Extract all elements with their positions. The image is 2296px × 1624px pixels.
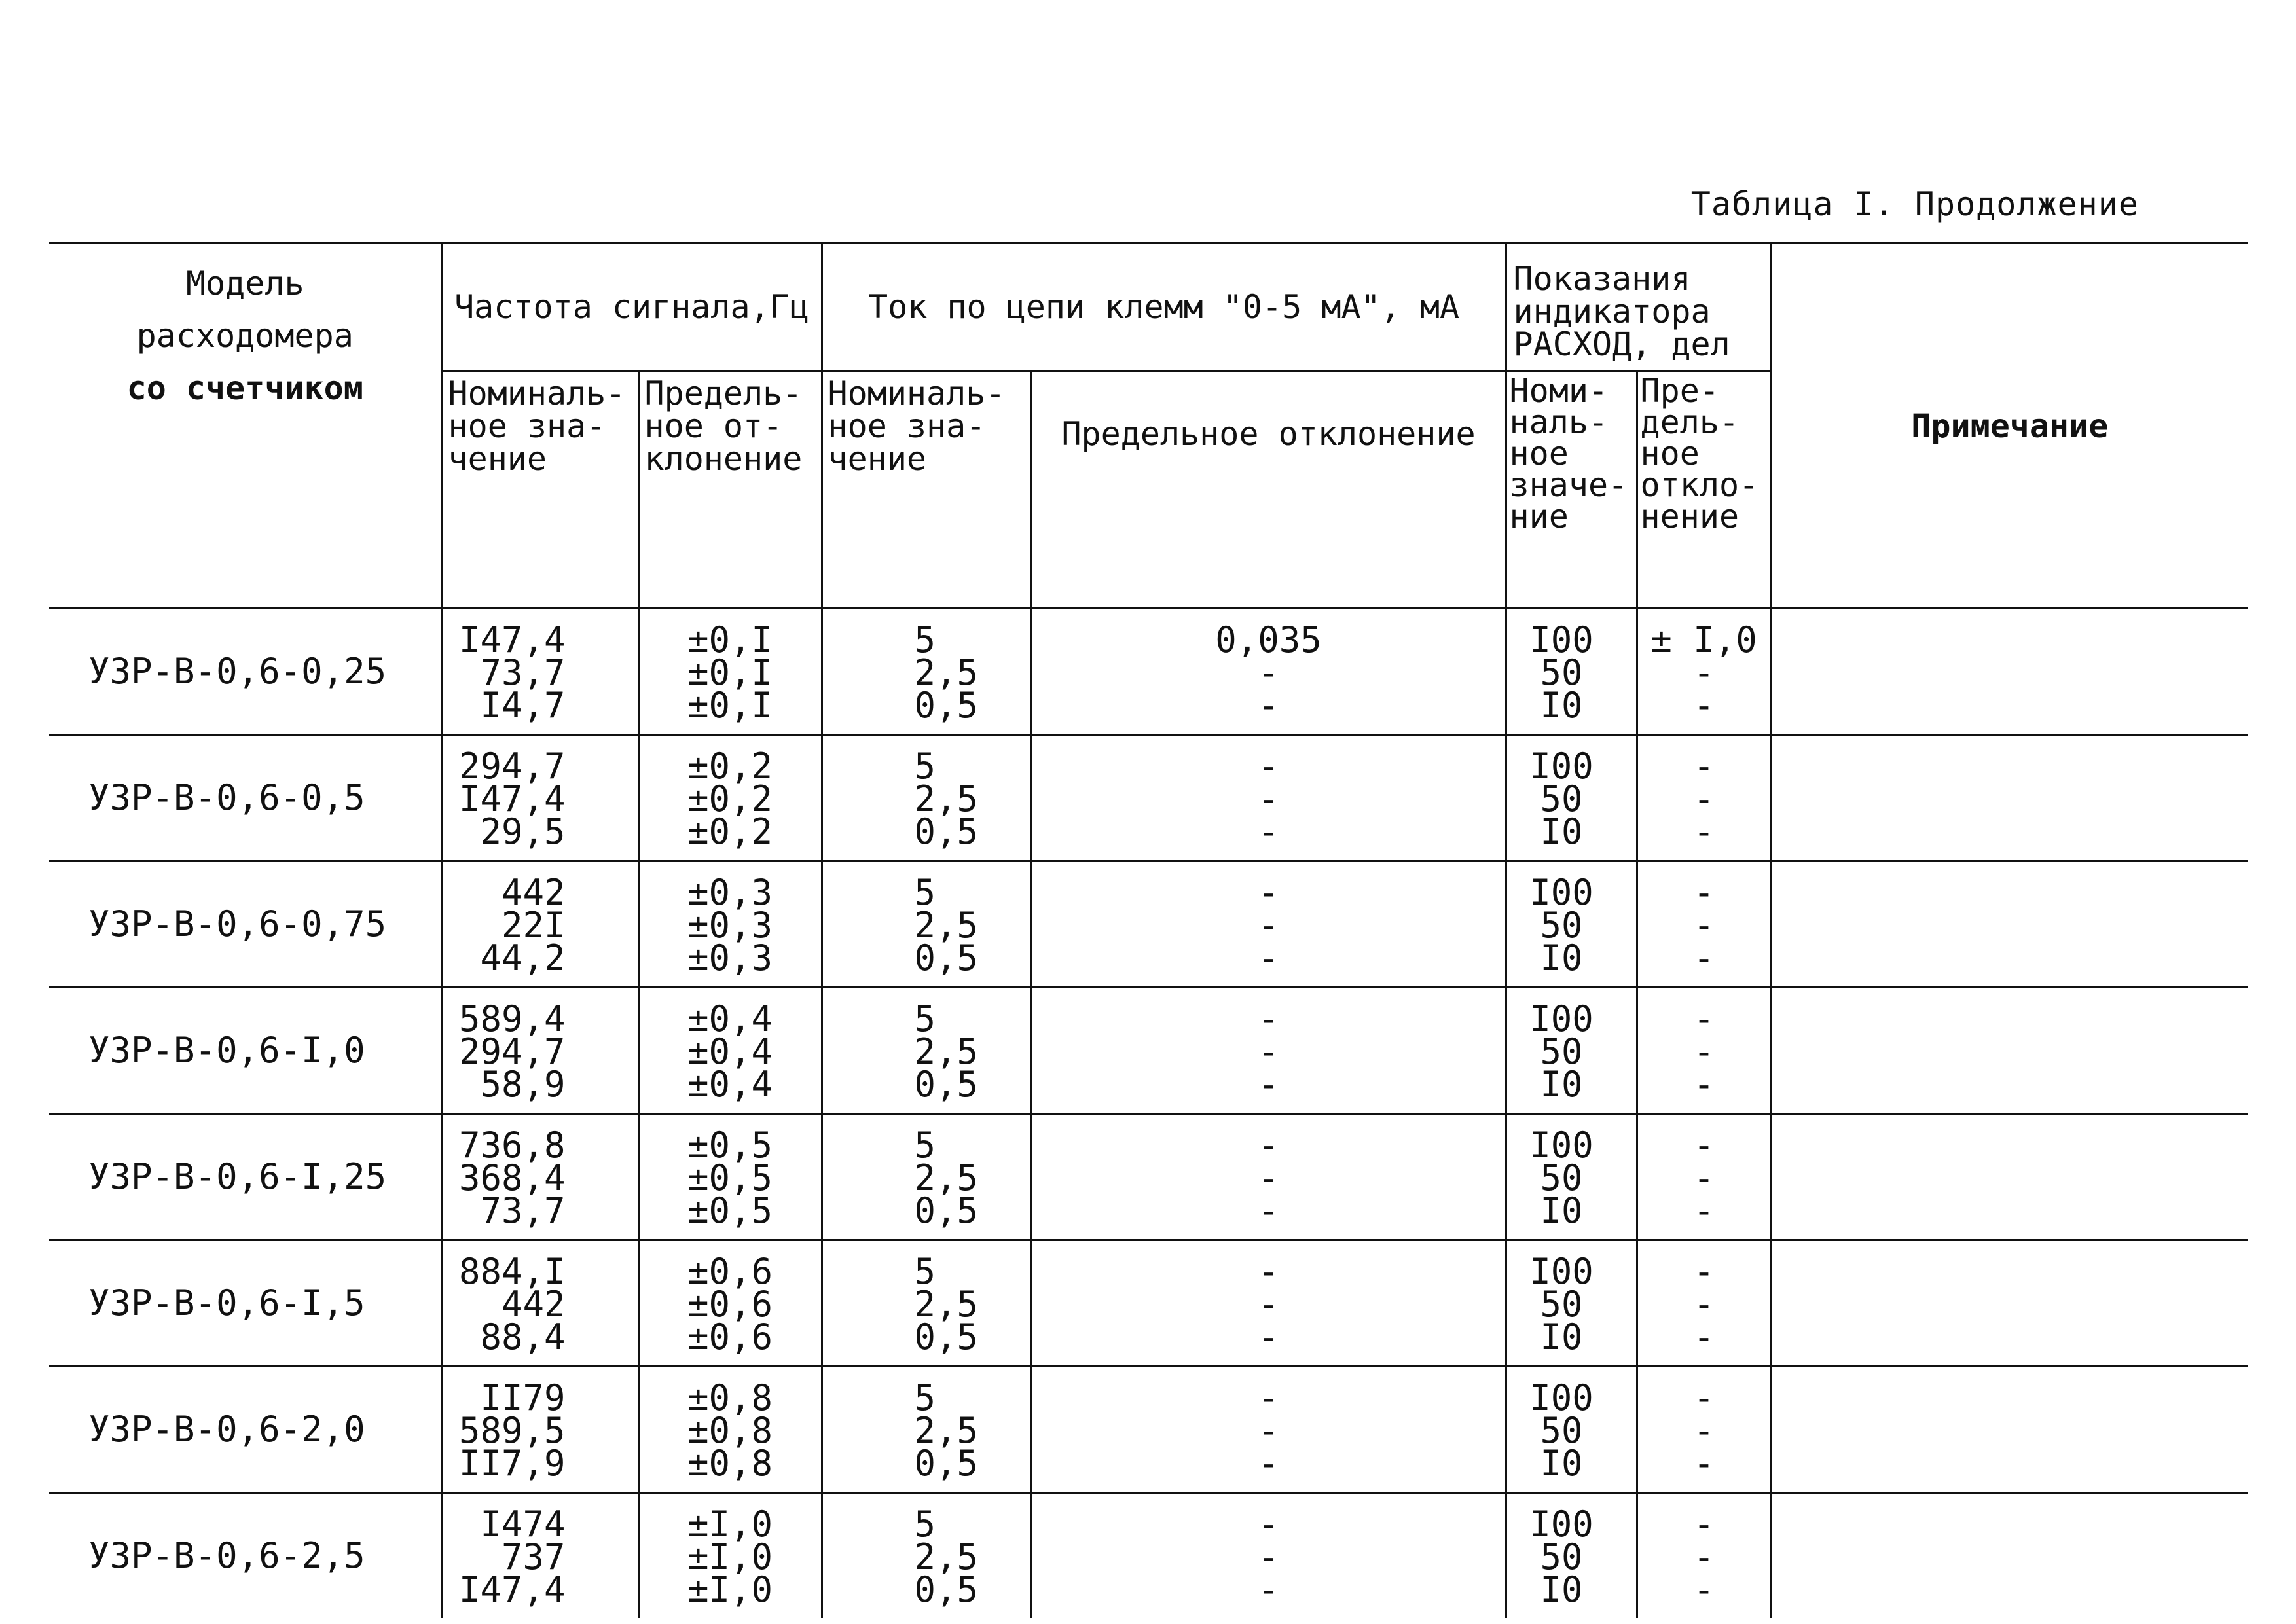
frequency-deviation-cell — [638, 988, 822, 1114]
current-deviation-cell — [1031, 861, 1506, 988]
cell-value: 5 — [914, 746, 936, 787]
cell-value: 73,7 — [480, 652, 566, 693]
cell-value: 368,4 — [458, 1157, 566, 1199]
header-frequency-deviation — [638, 371, 822, 609]
cell-value: I0 — [1540, 1064, 1583, 1105]
cell-value: ±0,5 — [687, 1157, 773, 1199]
cell-value: ±I,0 — [687, 1504, 773, 1545]
table-row — [49, 1114, 2248, 1240]
current-nominal-cell — [822, 735, 1031, 861]
frequency-deviation-cell — [638, 1493, 822, 1619]
frequency-nominal-cell — [442, 1367, 638, 1493]
indicator-deviation-cell — [1637, 988, 1771, 1114]
table-row — [49, 735, 2248, 861]
cell-value: ±0,5 — [687, 1125, 773, 1166]
header-line: чение — [828, 440, 927, 478]
cell-value: 50 — [1540, 1536, 1583, 1578]
cell-value: - — [1693, 811, 1715, 852]
current-deviation-cell — [1031, 609, 1506, 735]
cell-value: - — [1693, 1377, 1715, 1418]
current-nominal-cell — [822, 1367, 1031, 1493]
indicator-nominal-cell — [1506, 735, 1637, 861]
cell-value: 0,5 — [914, 937, 979, 979]
cell-value: ±0,I — [687, 685, 773, 726]
cell-value: I0 — [1540, 1190, 1583, 1231]
header-line: Номиналь- — [448, 374, 626, 412]
note-cell — [1771, 861, 2248, 988]
current-nominal-cell — [822, 609, 1031, 735]
current-deviation-cell — [1031, 1114, 1506, 1240]
header-line: ное от- — [644, 407, 783, 445]
header-line: дель- — [1640, 403, 1740, 441]
header-model-line: со счетчиком — [126, 369, 363, 407]
header-line: Номи- — [1509, 371, 1609, 410]
cell-value: - — [1693, 872, 1715, 913]
cell-value: I0 — [1540, 937, 1583, 979]
cell-value: I0 — [1540, 811, 1583, 852]
cell-value: - — [1693, 1569, 1715, 1610]
header-line: ние — [1509, 497, 1569, 535]
current-nominal-cell — [822, 988, 1031, 1114]
cell-value: - — [1258, 1190, 1279, 1231]
header-line: нение — [1640, 497, 1740, 535]
cell-value: 88,4 — [480, 1316, 566, 1358]
cell-value: I0 — [1540, 685, 1583, 726]
cell-value: - — [1693, 1031, 1715, 1072]
cell-value: 2,5 — [914, 1284, 979, 1325]
frequency-deviation-cell — [638, 1114, 822, 1240]
current-deviation-cell — [1031, 735, 1506, 861]
table-body — [49, 609, 2248, 1619]
cell-value: - — [1693, 1410, 1715, 1451]
cell-value: 44,2 — [480, 937, 566, 979]
cell-value: 2,5 — [914, 778, 979, 820]
cell-value: 22I — [501, 905, 566, 946]
note-cell — [1771, 1367, 2248, 1493]
cell-value: - — [1693, 1284, 1715, 1325]
cell-value: - — [1258, 1410, 1279, 1451]
frequency-deviation-cell — [638, 609, 822, 735]
cell-value: 58,9 — [480, 1064, 566, 1105]
cell-value: I00 — [1529, 746, 1594, 787]
table-row — [49, 1240, 2248, 1367]
cell-value: I00 — [1529, 1251, 1594, 1292]
cell-value: - — [1693, 1064, 1715, 1105]
cell-value: - — [1693, 652, 1715, 693]
cell-value: - — [1693, 1536, 1715, 1578]
cell-value: I47,4 — [458, 1569, 566, 1610]
cell-value: 2,5 — [914, 905, 979, 946]
cell-value: - — [1258, 937, 1279, 979]
frequency-deviation-cell — [638, 861, 822, 988]
indicator-nominal-cell — [1506, 1493, 1637, 1619]
cell-value: 50 — [1540, 905, 1583, 946]
header-model-line: расходомера — [136, 317, 354, 355]
cell-value: - — [1693, 746, 1715, 787]
cell-value: - — [1693, 1157, 1715, 1199]
cell-value: I00 — [1529, 1504, 1594, 1545]
header-line: ное зна- — [448, 407, 606, 445]
cell-value: - — [1693, 1316, 1715, 1358]
cell-value: ±0,6 — [687, 1284, 773, 1325]
frequency-nominal-cell — [442, 1493, 638, 1619]
header-line: ное зна- — [828, 407, 986, 445]
indicator-deviation-cell — [1637, 1114, 1771, 1240]
cell-value: 5 — [914, 1125, 936, 1166]
header-line: Пре- — [1640, 371, 1719, 410]
cell-value: I00 — [1529, 619, 1594, 660]
cell-value: - — [1258, 1377, 1279, 1418]
table-row — [49, 1367, 2248, 1493]
cell-value: - — [1258, 998, 1279, 1039]
header-line: клонение — [644, 440, 803, 478]
header-indicator-group — [1506, 244, 1771, 371]
current-nominal-cell — [822, 1240, 1031, 1367]
cell-value: ±0,2 — [687, 746, 773, 787]
note-cell — [1771, 988, 2248, 1114]
model-cell: УЗР-В-0,6-2,0 — [49, 1367, 442, 1493]
indicator-nominal-cell — [1506, 1367, 1637, 1493]
cell-value: 0,5 — [914, 685, 979, 726]
cell-value: II7,9 — [458, 1443, 566, 1484]
cell-value: 0,5 — [914, 1064, 979, 1105]
indicator-nominal-cell — [1506, 1240, 1637, 1367]
note-cell — [1771, 735, 2248, 861]
cell-value: I47,4 — [458, 619, 566, 660]
indicator-nominal-cell — [1506, 609, 1637, 735]
cell-value: ±0,4 — [687, 1064, 773, 1105]
cell-value: ± I,0 — [1650, 619, 1757, 660]
cell-value: ±0,3 — [687, 905, 773, 946]
indicator-deviation-cell — [1637, 1493, 1771, 1619]
frequency-deviation-cell — [638, 1240, 822, 1367]
cell-value: - — [1258, 652, 1279, 693]
cell-value: 5 — [914, 1251, 936, 1292]
cell-value: ±I,0 — [687, 1536, 773, 1578]
header-line: чение — [448, 440, 547, 478]
cell-value: 2,5 — [914, 1410, 979, 1451]
cell-value: 0,5 — [914, 1316, 979, 1358]
indicator-nominal-cell — [1506, 988, 1637, 1114]
cell-value: I0 — [1540, 1316, 1583, 1358]
cell-value: I0 — [1540, 1443, 1583, 1484]
current-deviation-cell — [1031, 988, 1506, 1114]
cell-value: 2,5 — [914, 1031, 979, 1072]
cell-value: - — [1258, 778, 1279, 820]
header-indicator-deviation — [1637, 371, 1771, 609]
cell-value: I474 — [480, 1504, 566, 1545]
cell-value: 589,4 — [458, 998, 566, 1039]
cell-value: ±0,8 — [687, 1377, 773, 1418]
cell-value: 2,5 — [914, 1536, 979, 1578]
cell-value: - — [1693, 998, 1715, 1039]
cell-value: 736,8 — [458, 1125, 566, 1166]
cell-value: - — [1258, 1443, 1279, 1484]
header-current-group: Ток по цепи клемм "0-5 мА", мА — [822, 244, 1506, 371]
cell-value: 442 — [501, 872, 566, 913]
header-current-deviation: Предельное отклонение — [1031, 371, 1506, 609]
cell-value: ±0,5 — [687, 1190, 773, 1231]
cell-value: 73,7 — [480, 1190, 566, 1231]
cell-value: 50 — [1540, 1157, 1583, 1199]
header-frequency-group: Частота сигнала,Гц — [442, 244, 822, 371]
header-line: наль- — [1509, 403, 1609, 441]
header-line: Номиналь- — [828, 374, 1006, 412]
cell-value: II79 — [480, 1377, 566, 1418]
cell-value: - — [1693, 905, 1715, 946]
current-nominal-cell — [822, 861, 1031, 988]
note-cell — [1771, 609, 2248, 735]
cell-value: - — [1693, 937, 1715, 979]
model-cell: УЗР-В-0,6-I,25 — [49, 1114, 442, 1240]
indicator-nominal-cell — [1506, 1114, 1637, 1240]
indicator-nominal-cell — [1506, 861, 1637, 988]
cell-value: ±0,8 — [687, 1410, 773, 1451]
cell-value: - — [1258, 1569, 1279, 1610]
header-indicator-line: Показания — [1513, 260, 1691, 298]
frequency-nominal-cell — [442, 735, 638, 861]
cell-value: ±0,6 — [687, 1251, 773, 1292]
cell-value: ±0,I — [687, 619, 773, 660]
cell-value: 589,5 — [458, 1410, 566, 1451]
frequency-nominal-cell — [442, 988, 638, 1114]
header-model-line: Модель — [185, 264, 304, 302]
header-indicator-line: индикатора — [1513, 293, 1711, 331]
header-line: значе- — [1509, 465, 1628, 504]
cell-value: - — [1258, 1125, 1279, 1166]
current-nominal-cell — [822, 1114, 1031, 1240]
cell-value: - — [1258, 1064, 1279, 1105]
cell-value: - — [1258, 905, 1279, 946]
header-model — [49, 244, 442, 609]
cell-value: 5 — [914, 1377, 936, 1418]
frequency-nominal-cell — [442, 1240, 638, 1367]
cell-value: - — [1693, 685, 1715, 726]
cell-value: ±0,2 — [687, 811, 773, 852]
cell-value: 0,5 — [914, 811, 979, 852]
cell-value: ±0,2 — [687, 778, 773, 820]
cell-value: 50 — [1540, 1031, 1583, 1072]
indicator-deviation-cell — [1637, 1367, 1771, 1493]
cell-value: 50 — [1540, 652, 1583, 693]
cell-value: 294,7 — [458, 746, 566, 787]
cell-value: ±0,4 — [687, 998, 773, 1039]
cell-value: ±0,4 — [687, 1031, 773, 1072]
current-deviation-cell — [1031, 1493, 1506, 1619]
cell-value: - — [1258, 811, 1279, 852]
cell-value: - — [1693, 1443, 1715, 1484]
note-cell — [1771, 1114, 2248, 1240]
header-line: ное — [1509, 434, 1569, 473]
header-line: откло- — [1640, 465, 1759, 504]
header-indicator-line: РАСХОД, дел — [1513, 325, 1730, 363]
frequency-deviation-cell — [638, 1367, 822, 1493]
header-current-nominal — [822, 371, 1031, 609]
cell-value: ±0,8 — [687, 1443, 773, 1484]
table-caption: Таблица I. Продолжение — [1690, 185, 2139, 223]
cell-value: 50 — [1540, 1284, 1583, 1325]
cell-value: I4,7 — [480, 685, 566, 726]
cell-value: - — [1258, 1284, 1279, 1325]
cell-value: - — [1693, 1504, 1715, 1545]
table-row — [49, 1493, 2248, 1619]
flowmeter-table — [49, 242, 2248, 1618]
model-cell: УЗР-В-0,6-0,75 — [49, 861, 442, 988]
cell-value: 50 — [1540, 1410, 1583, 1451]
current-deviation-cell — [1031, 1367, 1506, 1493]
cell-value: 0,5 — [914, 1569, 979, 1610]
cell-value: 0,5 — [914, 1443, 979, 1484]
model-cell: УЗР-В-0,6-0,5 — [49, 735, 442, 861]
header-frequency-nominal — [442, 371, 638, 609]
cell-value: - — [1258, 872, 1279, 913]
cell-value: 737 — [501, 1536, 566, 1578]
cell-value: - — [1258, 685, 1279, 726]
cell-value: ±0,I — [687, 652, 773, 693]
cell-value: - — [1258, 746, 1279, 787]
cell-value: - — [1258, 1031, 1279, 1072]
cell-value: - — [1693, 1190, 1715, 1231]
cell-value: - — [1258, 1504, 1279, 1545]
cell-value: ±I,0 — [687, 1569, 773, 1610]
cell-value: - — [1258, 1157, 1279, 1199]
cell-value: - — [1258, 1251, 1279, 1292]
cell-value: 0,035 — [1215, 619, 1322, 660]
cell-value: I00 — [1529, 1125, 1594, 1166]
frequency-nominal-cell — [442, 609, 638, 735]
cell-value: 5 — [914, 619, 936, 660]
indicator-deviation-cell — [1637, 861, 1771, 988]
cell-value: 2,5 — [914, 652, 979, 693]
indicator-deviation-cell — [1637, 609, 1771, 735]
cell-value: 0,5 — [914, 1190, 979, 1231]
frequency-deviation-cell — [638, 735, 822, 861]
header-line: Предель- — [644, 374, 803, 412]
cell-value: 442 — [501, 1284, 566, 1325]
cell-value: ±0,3 — [687, 872, 773, 913]
table-row — [49, 988, 2248, 1114]
cell-value: 884,I — [458, 1251, 566, 1292]
model-cell: УЗР-В-0,6-I,0 — [49, 988, 442, 1114]
frequency-nominal-cell — [442, 861, 638, 988]
cell-value: - — [1258, 1316, 1279, 1358]
model-cell: УЗР-В-0,6-2,5 — [88, 1535, 365, 1576]
cell-value: ±0,6 — [687, 1316, 773, 1358]
cell-value: I47,4 — [458, 778, 566, 820]
cell-value: 5 — [914, 998, 936, 1039]
header-note: Примечание — [1771, 244, 2248, 609]
cell-value: 2,5 — [914, 1157, 979, 1199]
cell-value: 294,7 — [458, 1031, 566, 1072]
note-cell — [1771, 1240, 2248, 1367]
header-line: ное — [1640, 434, 1700, 473]
note-cell — [1771, 1493, 2248, 1619]
cell-value: ±0,3 — [687, 937, 773, 979]
cell-value: I00 — [1529, 1377, 1594, 1418]
cell-value: - — [1258, 1536, 1279, 1578]
current-nominal-cell — [822, 1493, 1031, 1619]
indicator-deviation-cell — [1637, 1240, 1771, 1367]
header-indicator-nominal — [1506, 371, 1637, 609]
cell-value: 29,5 — [480, 811, 566, 852]
cell-value: 5 — [914, 1504, 936, 1545]
cell-value: I0 — [1540, 1569, 1583, 1610]
current-deviation-cell — [1031, 1240, 1506, 1367]
frequency-nominal-cell — [442, 1114, 638, 1240]
cell-value: I00 — [1529, 872, 1594, 913]
cell-value: - — [1693, 778, 1715, 820]
cell-value: 50 — [1540, 778, 1583, 820]
cell-value: - — [1693, 1125, 1715, 1166]
model-cell: УЗР-В-0,6-0,25 — [49, 609, 442, 735]
cell-value: 5 — [914, 872, 936, 913]
model-cell: УЗР-В-0,6-I,5 — [49, 1240, 442, 1367]
cell-value: I00 — [1529, 998, 1594, 1039]
table-row — [49, 609, 2248, 735]
indicator-deviation-cell — [1637, 735, 1771, 861]
table-row — [49, 861, 2248, 988]
cell-value: - — [1693, 1251, 1715, 1292]
